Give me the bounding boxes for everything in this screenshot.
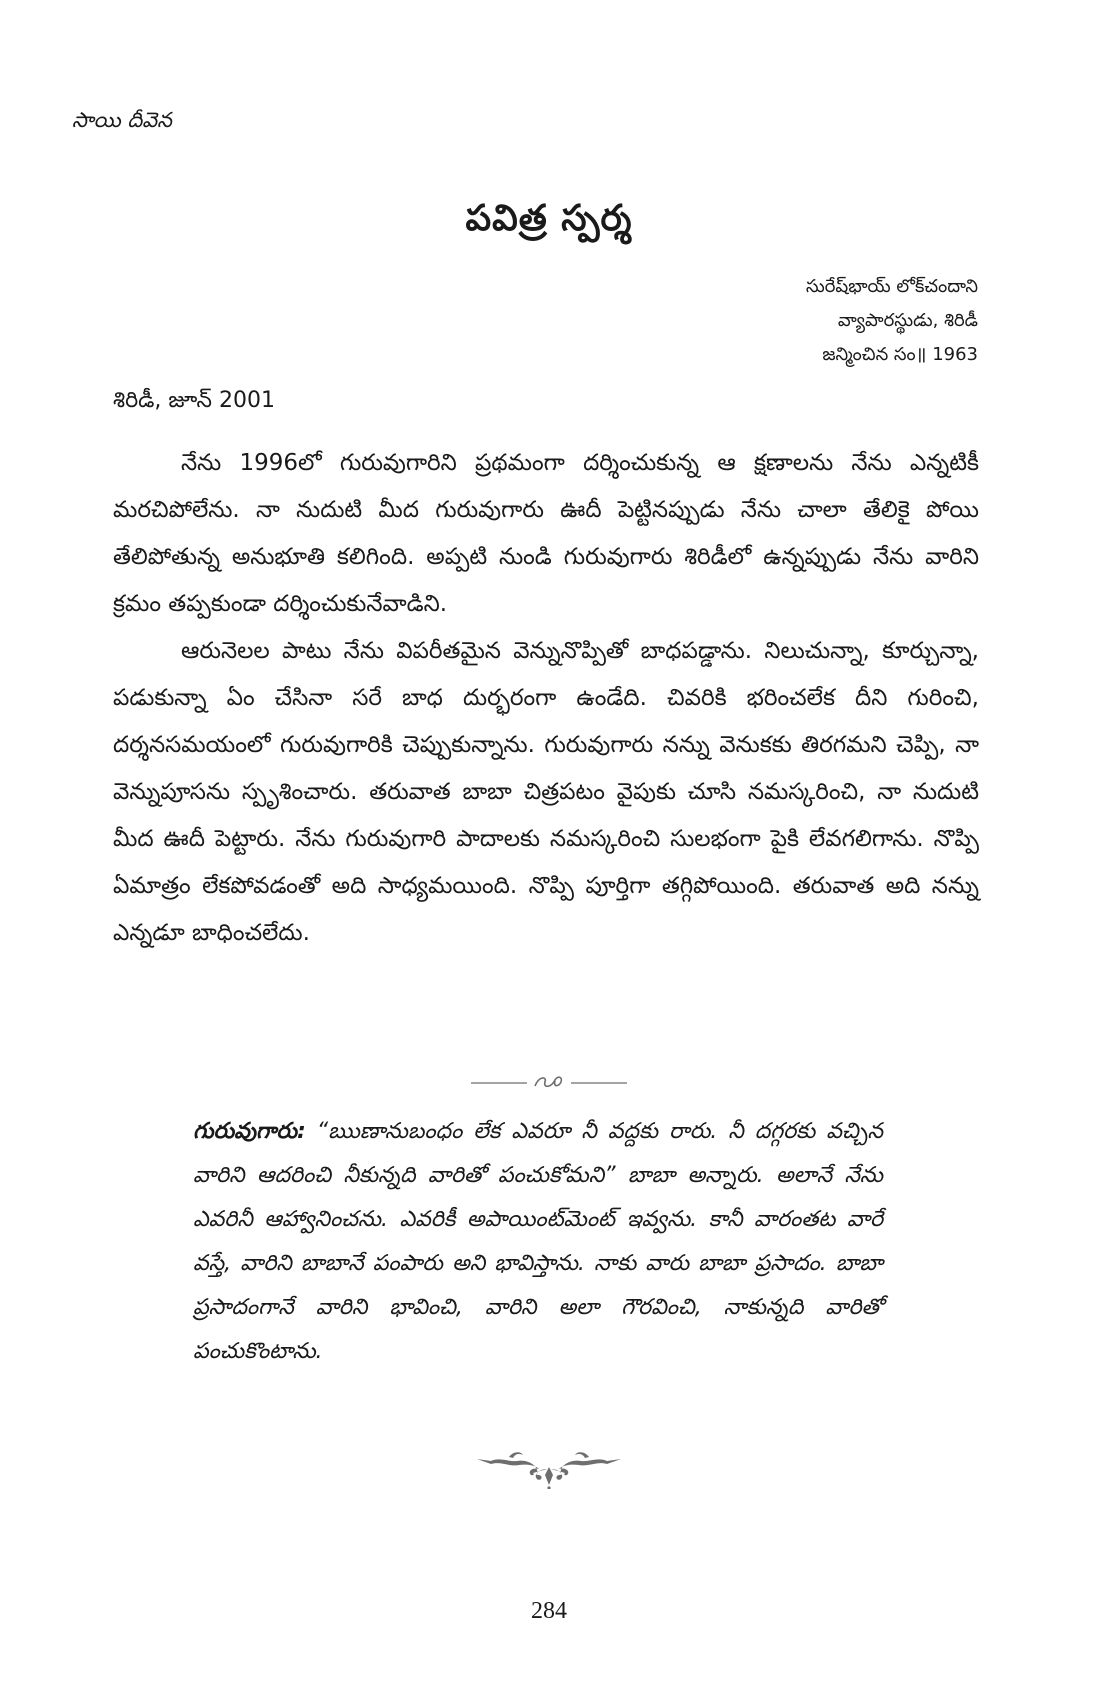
article-title: పవిత్ర స్పర్శ — [465, 198, 633, 239]
flourish-divider-icon — [469, 1072, 629, 1092]
author-name: సురేష్‌భాయ్ లోక్‌చందాని — [805, 276, 978, 297]
author-birth-year: జన్మించిన సం॥ 1963 — [822, 344, 978, 365]
page-number: 284 — [531, 1598, 567, 1624]
quote-text: “ఋణానుబంధం లేక ఎవరూ నీ వద్దకు రారు. నీ దగ్గరకు వచ్చిన వారిని ఆదరించి నీకున్నది వారితో పంచుకోమని” బాబా అన్నారు. అలానే నేను ఎవరినీ ఆహ్వానించను. ఎవరికీ అపాయింట్‌మెంట్ ఇవ్వను. కానీ వారంతట వారే వస్తే, వారిని బాబానే పంపారు అని భావిస్తాను. నాకు వారు బాబా ప్రసాదం. బాబా ప్రసాదంగానే వారిని భావించి, వారిని అలా గౌరవించి, నాకున్నది వారితో పంచుకొంటాను. — [193, 1119, 883, 1364]
quote-speaker: గురువుగారు: — [193, 1119, 306, 1144]
floral-ornament-icon — [469, 1445, 629, 1489]
article-body — [113, 440, 979, 957]
running-head: సాయి దీవెన — [72, 108, 172, 132]
author-occupation: వ్యాపారస్థుడు, శిరిడీ — [837, 310, 978, 331]
paragraph: ఆరునెలల పాటు నేను విపరీతమైన వెన్నునొప్పితో బాధపడ్డాను. నిలుచున్నా, కూర్చున్నా, పడుకున్నా ఏం చేసినా సరే బాధ దుర్భరంగా ఉండేది. చివరికి భరించలేక దీని గురించి, దర్శనసమయంలో గురువుగారికి చెప్పుకున్నాను. గురువుగారు నన్ను వెనుకకు తిరగమని చెప్పి, నా వెన్నుపూసను స్పృశించారు. తరువాత బాబా చిత్రపటం వైపుకు చూసి నమస్కరించి, నా నుదుటి మీద ఊదీ పెట్టారు. నేను గురువుగారి పాదాలకు నమస్కరించి సులభంగా పైకి లేవగలిగాను. నొప్పి ఏమాత్రం లేకపోవడంతో అది సాధ్యమయింది. నొప్పి పూర్తిగా తగ్గిపోయింది. తరువాత అది నన్ను ఎన్నడూ బాధించలేదు. — [113, 638, 979, 946]
section-divider-ornament — [0, 1072, 1098, 1096]
byline — [806, 270, 978, 372]
guru-quote — [193, 1110, 883, 1374]
end-ornament — [0, 1445, 1098, 1493]
dateline: శిరిడీ, జూన్ 2001 — [113, 388, 275, 413]
paragraph: నేను 1996లో గురువుగారిని ప్రథమంగా దర్శించుకున్న ఆ క్షణాలను నేను ఎన్నటికీ మరచిపోలేను. నా నుదుటి మీద గురువుగారు ఊదీ పెట్టినప్పుడు నేను చాలా తేలికై పోయి తేలిపోతున్న అనుభూతి కలిగింది. అప్పటి నుండి గురువుగారు శిరిడీలో ఉన్నప్పుడు నేను వారిని క్రమం తప్పకుండా దర్శించుకునేవాడిని. — [113, 450, 979, 617]
